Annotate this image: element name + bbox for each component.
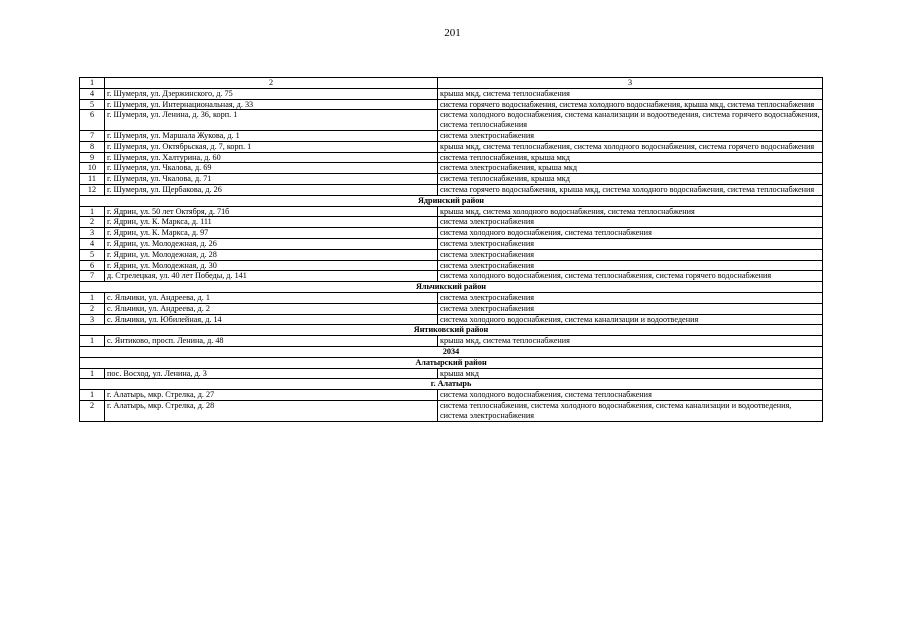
row-number: 9 bbox=[80, 152, 105, 163]
row-address: г. Шумерля, ул. Октябрьская, д. 7, корп. 1 bbox=[105, 141, 438, 152]
row-address: г. Ядрин, ул. К. Маркса, д. 97 bbox=[105, 228, 438, 239]
row-number: 8 bbox=[80, 141, 105, 152]
row-address: г. Алатырь, мкр. Стрелка, д. 28 bbox=[105, 400, 438, 421]
table-header-row bbox=[80, 78, 823, 89]
row-systems: система теплоснабжения, крыша мкд bbox=[438, 174, 823, 185]
row-systems: крыша мкд, система теплоснабжения bbox=[438, 88, 823, 99]
row-systems: крыша мкд bbox=[438, 368, 823, 379]
table-row bbox=[80, 152, 823, 163]
row-systems: система теплоснабжения, система холодного водоснабжения, система канализации и водоотведения, система электроснабжения bbox=[438, 400, 823, 421]
row-systems: система электроснабжения bbox=[438, 238, 823, 249]
table-row bbox=[80, 184, 823, 195]
row-number: 1 bbox=[80, 336, 105, 347]
table-row bbox=[80, 99, 823, 110]
row-address: г. Шумерля, ул. Интернациональная, д. 33 bbox=[105, 99, 438, 110]
column-header: 2 bbox=[105, 78, 438, 89]
row-systems: система холодного водоснабжения, система теплоснабжения bbox=[438, 390, 823, 401]
row-number: 11 bbox=[80, 174, 105, 185]
row-number: 5 bbox=[80, 249, 105, 260]
table-row bbox=[80, 228, 823, 239]
row-address: г. Шумерля, ул. Маршала Жукова, д. 1 bbox=[105, 130, 438, 141]
column-header: 3 bbox=[438, 78, 823, 89]
row-number: 10 bbox=[80, 163, 105, 174]
table-row bbox=[80, 390, 823, 401]
table-row bbox=[80, 217, 823, 228]
row-number: 4 bbox=[80, 88, 105, 99]
table-row bbox=[80, 206, 823, 217]
section-title: 2034 bbox=[80, 346, 823, 357]
row-systems: система горячего водоснабжения, крыша мкд, система холодного водоснабжения, система теплоснабжения bbox=[438, 184, 823, 195]
section-title: Ядринский район bbox=[80, 195, 823, 206]
table-row bbox=[80, 163, 823, 174]
row-address: г. Ядрин, ул. К. Маркса, д. 111 bbox=[105, 217, 438, 228]
section-title: Яльчикский район bbox=[80, 282, 823, 293]
section-title: Алатырский район bbox=[80, 357, 823, 368]
section-header-row bbox=[80, 357, 823, 368]
table-row bbox=[80, 174, 823, 185]
row-systems: система электроснабжения, крыша мкд bbox=[438, 163, 823, 174]
column-header: 1 bbox=[80, 78, 105, 89]
table-row bbox=[80, 314, 823, 325]
row-number: 4 bbox=[80, 238, 105, 249]
table-row bbox=[80, 368, 823, 379]
row-number: 1 bbox=[80, 368, 105, 379]
row-address: с. Яльчики, ул. Андреева, д. 2 bbox=[105, 303, 438, 314]
row-systems: система холодного водоснабжения, система теплоснабжения, система горячего водоснабжения bbox=[438, 271, 823, 282]
row-systems: система теплоснабжения, крыша мкд bbox=[438, 152, 823, 163]
row-systems: система электроснабжения bbox=[438, 130, 823, 141]
row-number: 5 bbox=[80, 99, 105, 110]
row-address: г. Шумерля, ул. Чкалова, д. 71 bbox=[105, 174, 438, 185]
row-number: 2 bbox=[80, 400, 105, 421]
row-address: с. Яльчики, ул. Андреева, д. 1 bbox=[105, 292, 438, 303]
row-address: г. Ядрин, ул. Молодежная, д. 28 bbox=[105, 249, 438, 260]
row-number: 12 bbox=[80, 184, 105, 195]
row-address: г. Шумерля, ул. Щербакова, д. 26 bbox=[105, 184, 438, 195]
table-row bbox=[80, 271, 823, 282]
row-systems: система холодного водоснабжения, система канализации и водоотведения bbox=[438, 314, 823, 325]
table-row bbox=[80, 303, 823, 314]
row-address: г. Шумерля, ул. Халтурина, д. 60 bbox=[105, 152, 438, 163]
table-row bbox=[80, 336, 823, 347]
table-row bbox=[80, 110, 823, 131]
row-systems: система холодного водоснабжения, система канализации и водоотведения, система горячего водоснабжения, система теплоснабжения bbox=[438, 110, 823, 131]
row-address: г. Ядрин, ул. Молодежная, д. 30 bbox=[105, 260, 438, 271]
row-address: г. Ядрин, ул. 50 лет Октября, д. 71б bbox=[105, 206, 438, 217]
table-row bbox=[80, 260, 823, 271]
row-address: с. Яльчики, ул. Юбилейная, д. 14 bbox=[105, 314, 438, 325]
table-row bbox=[80, 292, 823, 303]
section-header-row bbox=[80, 325, 823, 336]
section-title: Янтиковский район bbox=[80, 325, 823, 336]
row-address: г. Ядрин, ул. Молодежная, д. 26 bbox=[105, 238, 438, 249]
row-number: 1 bbox=[80, 206, 105, 217]
row-number: 1 bbox=[80, 390, 105, 401]
section-header-row bbox=[80, 346, 823, 357]
table-row bbox=[80, 130, 823, 141]
row-number: 3 bbox=[80, 228, 105, 239]
row-number: 1 bbox=[80, 292, 105, 303]
repair-schedule-table bbox=[79, 77, 823, 422]
section-header-row bbox=[80, 379, 823, 390]
row-systems: система горячего водоснабжения, система холодного водоснабжения, крыша мкд, система теплоснабжения bbox=[438, 99, 823, 110]
table-row bbox=[80, 249, 823, 260]
row-systems: система электроснабжения bbox=[438, 292, 823, 303]
row-number: 6 bbox=[80, 260, 105, 271]
row-systems: система электроснабжения bbox=[438, 303, 823, 314]
row-number: 3 bbox=[80, 314, 105, 325]
table-row bbox=[80, 88, 823, 99]
row-address: пос. Восход, ул. Ленина, д. 3 bbox=[105, 368, 438, 379]
section-title: г. Алатырь bbox=[80, 379, 823, 390]
row-number: 7 bbox=[80, 271, 105, 282]
row-number: 2 bbox=[80, 303, 105, 314]
row-number: 2 bbox=[80, 217, 105, 228]
row-systems: система электроснабжения bbox=[438, 249, 823, 260]
row-address: г. Шумерля, ул. Дзержинского, д. 75 bbox=[105, 88, 438, 99]
section-header-row bbox=[80, 195, 823, 206]
row-address: г. Шумерля, ул. Ленина, д. 36, корп. 1 bbox=[105, 110, 438, 131]
table-row bbox=[80, 400, 823, 421]
row-systems: система электроснабжения bbox=[438, 217, 823, 228]
row-address: д. Стрелецкая, ул. 40 лет Победы, д. 141 bbox=[105, 271, 438, 282]
row-address: г. Шумерля, ул. Чкалова, д. 69 bbox=[105, 163, 438, 174]
row-number: 7 bbox=[80, 130, 105, 141]
page-number: 201 bbox=[444, 27, 461, 39]
section-header-row bbox=[80, 282, 823, 293]
row-systems: система холодного водоснабжения, система теплоснабжения bbox=[438, 228, 823, 239]
row-systems: крыша мкд, система холодного водоснабжения, система теплоснабжения bbox=[438, 206, 823, 217]
row-systems: крыша мкд, система теплоснабжения, система холодного водоснабжения, система горячего водоснабжения bbox=[438, 141, 823, 152]
row-systems: крыша мкд, система теплоснабжения bbox=[438, 336, 823, 347]
table-row bbox=[80, 238, 823, 249]
table-row bbox=[80, 141, 823, 152]
row-address: г. Алатырь, мкр. Стрелка, д. 27 bbox=[105, 390, 438, 401]
row-number: 6 bbox=[80, 110, 105, 131]
row-address: с. Янтиково, просп. Ленина, д. 48 bbox=[105, 336, 438, 347]
row-systems: система электроснабжения bbox=[438, 260, 823, 271]
